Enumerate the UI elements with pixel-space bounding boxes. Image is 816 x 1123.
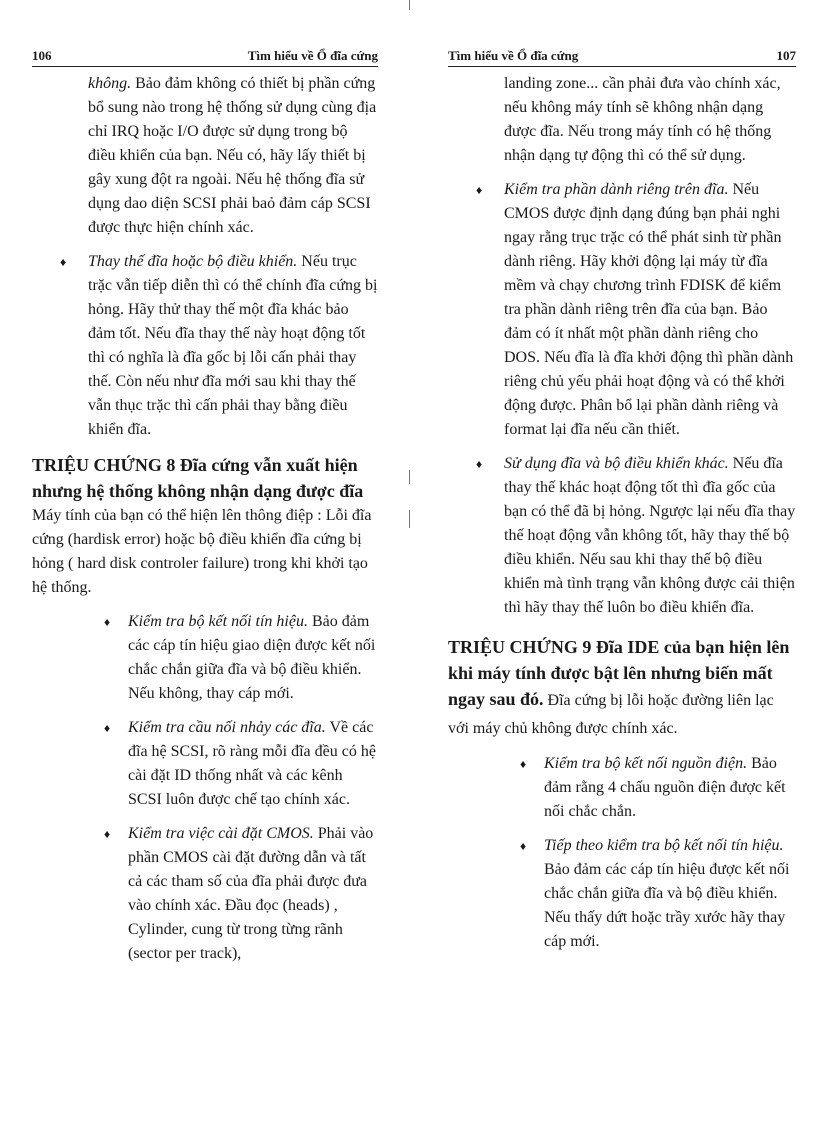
page-number: 107 [776, 48, 796, 63]
bullet-lead: Sử dụng đĩa và bộ điều khiển khác. [504, 455, 729, 472]
bullet-item [448, 452, 796, 620]
running-title: Tìm hiểu về Ổ đĩa cứng [247, 48, 378, 63]
bullet-lead: Kiểm tra bộ kết nối tín hiệu. [128, 613, 308, 630]
bullet-text: Phải vào phần CMOS cài đặt đường dẫn và tất cả các tham số của đĩa phải được đưa vào chính xác. Đầu đọc (heads) , Cylinder, cung từ trong từng rãnh (sector per track), [128, 825, 374, 962]
running-head-left [32, 48, 378, 67]
symptom-heading: TRIỆU CHỨNG 9 Đĩa IDE của bạn hiện lên khi máy tính được bật lên nhưng biến mất ngay sau đó. [448, 637, 790, 709]
bullet-lead: Kiểm tra cầu nối nhảy các đĩa. [128, 719, 326, 736]
running-title: Tìm hiểu về Ổ đĩa cứng [448, 48, 579, 63]
bullet-item [448, 178, 796, 442]
diamond-bullet-icon: ♦ [476, 457, 483, 471]
bullet-item [32, 716, 378, 812]
bullet-item [32, 610, 378, 706]
bullet-item [448, 834, 796, 954]
symptom-heading-block [448, 634, 796, 742]
bullet-text: Về các đĩa hệ SCSI, rõ ràng mỗi đĩa đều có hệ cài đặt ID thống nhất và các kênh SCSI luôn được chế tạo chính xác. [128, 719, 376, 808]
diamond-bullet-icon: ♦ [60, 255, 67, 269]
right-page [408, 0, 816, 1123]
diamond-bullet-icon: ♦ [104, 721, 111, 735]
bullet-text: Nếu đĩa thay thế khác hoạt động tốt thì đĩa gốc của bạn có thể đã bị hỏng. Ngược lại nếu đĩa thay thế hoạt động vẫn không tốt, hãy thay thế bộ điều khiển. Nếu sau khi thay thế bộ điều khiển mà tình trạng vẫn không được cải thiện thì hãy thay thế luôn bo điều khiển đĩa. [504, 455, 796, 616]
diamond-bullet-icon: ♦ [104, 827, 111, 841]
continuation-paragraph [32, 72, 378, 240]
bullet-lead: Kiểm tra việc cài đặt CMOS. [128, 825, 314, 842]
bullet-text: Bảo đảm các cáp tín hiệu được kết nối chắc chắn giữa đĩa và bộ điều khiển. Nếu thấy dứt hoặc trầy xước hãy thay cáp mới. [544, 861, 790, 950]
symptom-description: Máy tính của bạn có thể hiện lên thông điệp : Lỗi đĩa cứng (hardisk error) hoặc bộ điều khiển đĩa cứng bị hỏng ( hard disk controler failure) trong khi khởi tạo hệ thống. [32, 507, 372, 596]
symptom-heading: TRIỆU CHỨNG 8 Đĩa cứng vẫn xuất hiện nhưng hệ thống không nhận dạng được đĩa [32, 455, 364, 501]
bullet-item [448, 752, 796, 824]
symptom-description: Đĩa cứng bị lỗi hoặc đường liên lạc với máy chủ không được chính xác. [448, 692, 774, 737]
diamond-bullet-icon: ♦ [520, 839, 527, 853]
bullet-lead: Kiểm tra phần dành riêng trên đĩa. [504, 181, 729, 198]
bullet-lead: Kiểm tra bộ kết nối nguồn điện. [544, 755, 748, 772]
bullet-lead: Tiếp theo kiểm tra bộ kết nối tín hiệu. [544, 837, 784, 854]
bullet-item [32, 250, 378, 442]
diamond-bullet-icon: ♦ [476, 183, 483, 197]
bullet-text: Nếu trục trặc vẫn tiếp diễn thì có thể chính đĩa cứng bị hỏng. Hãy thử thay thế một đĩa khác bảo đảm tốt. Nếu đĩa thay thế này hoạt động tốt thì có nghĩa là đĩa gốc bị lỗi cấn phải thay thế. Còn nếu như đĩa mới sau khi thay thế vẫn thục trặc thì cấn phải thay bằng điều khiển đĩa. [88, 253, 378, 438]
page-number: 106 [32, 48, 52, 63]
diamond-bullet-icon: ♦ [104, 615, 111, 629]
paragraph-text: Bảo đảm không có thiết bị phần cứng bổ sung nào trong hệ thống sử dụng cùng địa chỉ IRQ hoặc I/O được sử dụng trong bộ điều khiển của bạn. Nếu có, hãy lấy thiết bị gây xung đột ra ngoài. Nếu hệ thống đĩa sử dụng dao diện SCSI phải baỏ đảm cáp SCSI được thực hiện chính xác. [88, 75, 377, 236]
running-head-right [448, 48, 796, 67]
bullet-text: Nếu CMOS được định dạng đúng bạn phải nghi ngay rằng trục trặc có thể phát sinh từ phần dành riêng. Hãy khởi động lại máy từ đĩa mềm và chạy chương trình FDISK để kiểm tra phần dành riêng trên đĩa của bạn. Bảo đảm có ít nhất một phần dành riêng cho DOS. Nếu đĩa là đĩa khởi động thì phần dành riêng chủ yếu phải hoạt động và có thể khởi động được. Phân bổ lại phần dành riêng và format lại đĩa nếu cần thiết. [504, 181, 794, 438]
diamond-bullet-icon: ♦ [520, 757, 527, 771]
italic-lead: không. [88, 75, 132, 92]
bullet-text: Bảo đảm rằng 4 chấu nguồn điện được kết nối chắc chắn. [544, 755, 786, 820]
bullet-lead: Thay thế đĩa hoặc bộ điều khiển. [88, 253, 298, 270]
continuation-paragraph: landing zone... cần phải đưa vào chính xác, nếu không máy tính sẽ không nhận dạng được đĩa. Nếu trong máy tính có hệ thống nhận dạng tự động thì có thể sử dụng. [504, 75, 781, 164]
bullet-item [32, 822, 378, 966]
bullet-text: Bảo đảm các cáp tín hiệu giao diện được kết nối chắc chắn giữa đĩa và bộ điều khiển. Nếu không, thay cáp mới. [128, 613, 376, 702]
